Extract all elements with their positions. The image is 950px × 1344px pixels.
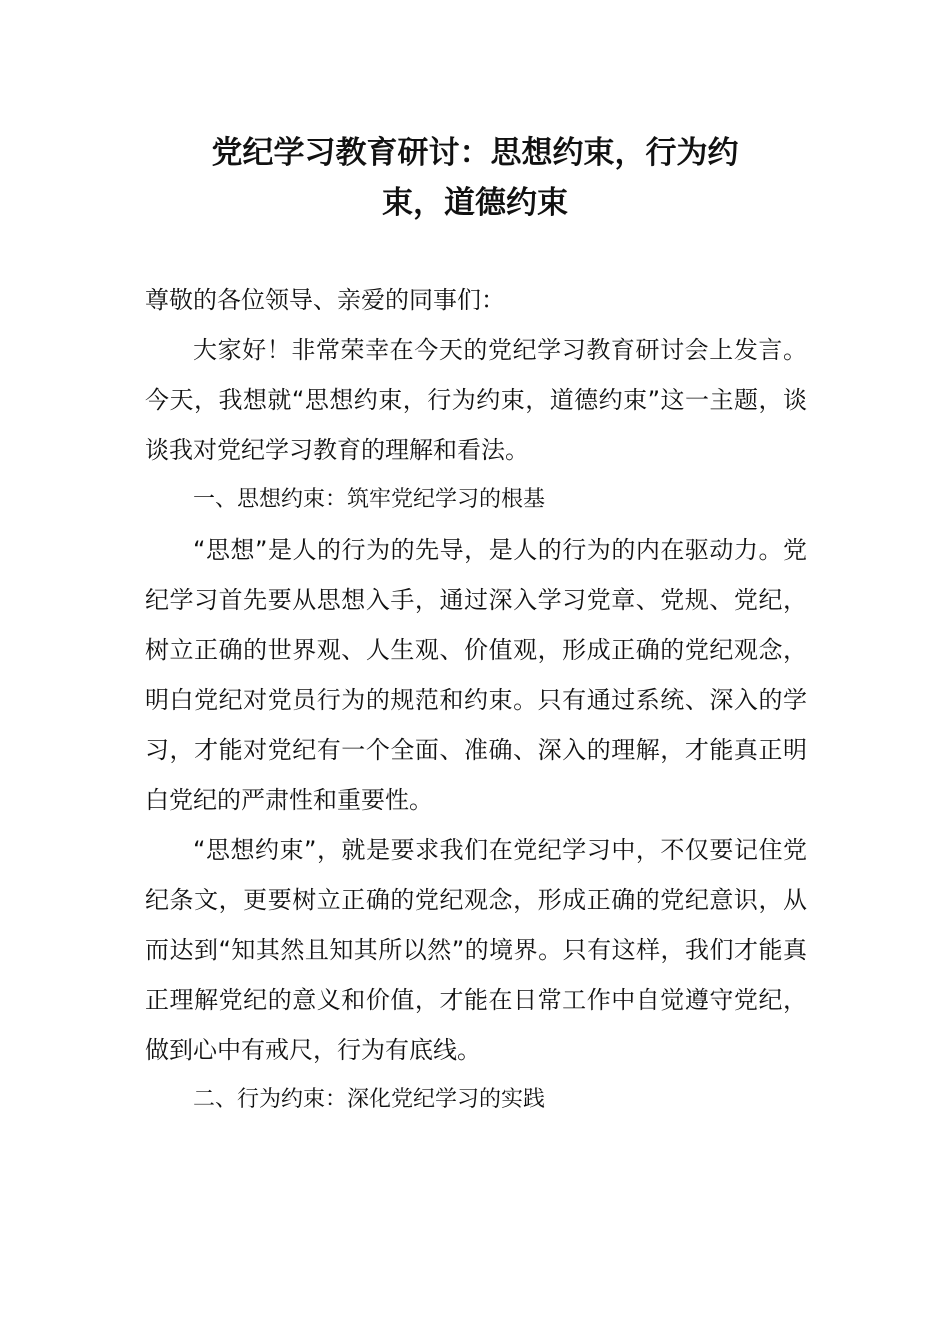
- salutation: 尊敬的各位领导、亲爱的同事们：: [145, 286, 505, 314]
- document-body: [145, 275, 807, 1125]
- paragraph-thought-1: “思想”是人的行为的先导，是人的行为的内在驱动力。党纪学习首先要从思想入手，通过深入学习党章、党规、党纪，树立正确的世界观、人生观、价值观，形成正确的党纪观念，明白党纪对党员行为的规范和约束。只有通过系统、深入的学习，才能对党纪有一个全面、准确、深入的理解，才能真正明白党纪的严肃性和重要性。: [145, 536, 807, 814]
- section-heading-1: 一、思想约束：筑牢党纪学习的根基: [193, 487, 546, 512]
- document-title: [145, 128, 805, 228]
- title-line-2: 束，道德约束: [382, 185, 568, 221]
- title-line-1: 党纪学习教育研讨：思想约束，行为约: [211, 135, 739, 171]
- section-heading-2: 二、行为约束：深化党纪学习的实践: [193, 1087, 546, 1112]
- paragraph-opening: 大家好！非常荣幸在今天的党纪学习教育研讨会上发言。今天，我想就“思想约束，行为约束，道德约束”这一主题，谈谈我对党纪学习教育的理解和看法。: [145, 336, 807, 464]
- paragraph-thought-2: “思想约束”，就是要求我们在党纪学习中，不仅要记住党纪条文，更要树立正确的党纪观念，形成正确的党纪意识，从而达到“知其然且知其所以然”的境界。只有这样，我们才能真正理解党纪的意义和价值，才能在日常工作中自觉遵守党纪，做到心中有戒尺，行为有底线。: [145, 836, 807, 1064]
